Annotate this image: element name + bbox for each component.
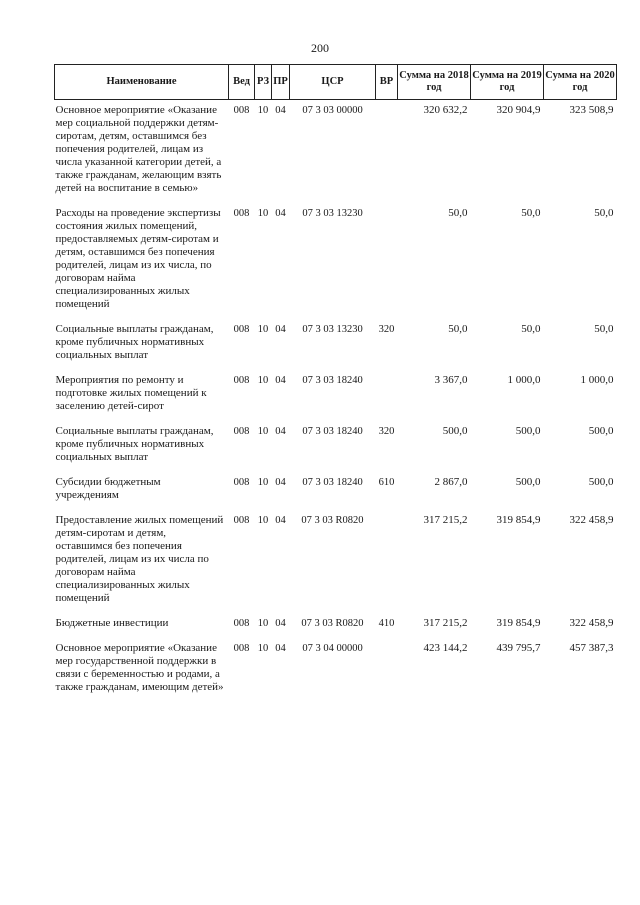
cell-ved: 008 [233,643,250,654]
cell-name: Предоставление жилых помещений детям-сиротам и детям, оставшимся без попечения родителей, лицам из их числа по договорам найма специализированных жилых помещений [55,514,224,604]
cell-sum-2020: 500,0 [588,476,614,488]
page-number: 200 [311,41,329,55]
cell-pr: 04 [275,375,286,386]
cell-ved: 008 [233,105,250,116]
cell-sum-2020: 322 458,9 [569,514,614,526]
table-body [55,100,617,697]
cell-name: Социальные выплаты гражданам, кроме публичных нормативных социальных выплат [55,323,214,361]
cell-sum-2020: 500,0 [588,425,614,437]
cell-rz: 10 [257,643,269,654]
cell-vr [376,632,398,696]
cell-sum-2020: 322 458,9 [569,617,614,629]
cell-vr: 410 [378,618,395,629]
cell-sum-2019: 500,0 [515,425,541,437]
cell-sum-2020: 457 387,3 [569,642,614,654]
cell-sum-2018: 50,0 [448,207,468,219]
cell-pr: 04 [275,618,286,629]
cell-pr: 04 [275,643,286,654]
cell-sum-2018: 3 367,0 [434,374,468,386]
cell-pr: 04 [275,515,286,526]
cell-csr: 07 3 04 00000 [302,643,363,654]
cell-name: Основное мероприятие «Оказание мер государственной поддержки в связи с беременностью и родами, а также гражданам, имеющим детей» [55,642,224,693]
header-csr: ЦСР [290,65,376,100]
table-row [55,607,617,632]
header-sum-2018: Сумма на 2018 год [398,65,471,100]
cell-sum-2019: 1 000,0 [507,374,541,386]
cell-sum-2018: 320 632,2 [423,104,468,116]
cell-rz: 10 [257,105,269,116]
cell-sum-2019: 319 854,9 [496,514,541,526]
cell-sum-2019: 320 904,9 [496,104,541,116]
budget-table [54,64,617,696]
cell-rz: 10 [257,618,269,629]
cell-csr: 07 3 03 13230 [302,208,363,219]
cell-name: Основное мероприятие «Оказание мер социальной поддержки детям-сиротам, детям, оставшимся без попечения родителей, лицам из числа указанной категории детей, а также гражданам, желающим взять детей на воспитание в семью» [55,104,222,194]
cell-pr: 04 [275,426,286,437]
cell-sum-2020: 323 508,9 [569,104,614,116]
cell-ved: 008 [233,618,250,629]
cell-pr: 04 [275,105,286,116]
cell-rz: 10 [257,208,269,219]
cell-rz: 10 [257,426,269,437]
table-row [55,100,617,198]
cell-vr [376,100,398,198]
cell-pr: 04 [275,477,286,488]
cell-ved: 008 [233,477,250,488]
header-pr: ПР [272,65,290,100]
cell-vr [376,364,398,415]
cell-ved: 008 [233,208,250,219]
table-row [55,466,617,504]
header-sum-2019: Сумма на 2019 год [471,65,544,100]
cell-rz: 10 [257,375,269,386]
cell-sum-2020: 50,0 [594,207,614,219]
cell-ved: 008 [233,515,250,526]
header-vr: ВР [376,65,398,100]
table-row [55,364,617,415]
cell-rz: 10 [257,477,269,488]
header-ved: Вед [229,65,255,100]
cell-sum-2018: 423 144,2 [423,642,468,654]
table-row [55,632,617,696]
cell-rz: 10 [257,515,269,526]
cell-sum-2019: 50,0 [521,207,541,219]
cell-rz: 10 [257,324,269,335]
cell-sum-2019: 319 854,9 [496,617,541,629]
table-row [55,415,617,466]
cell-ved: 008 [233,375,250,386]
cell-sum-2020: 50,0 [594,323,614,335]
table-row [55,197,617,313]
cell-name: Бюджетные инвестиции [55,617,169,629]
cell-csr: 07 3 03 R0820 [301,618,364,629]
cell-vr: 320 [378,324,395,335]
cell-sum-2018: 317 215,2 [423,617,468,629]
cell-sum-2018: 2 867,0 [434,476,468,488]
cell-csr: 07 3 03 18240 [302,375,363,386]
cell-csr: 07 3 03 18240 [302,477,363,488]
table-row [55,313,617,364]
header-sum-2020: Сумма на 2020 год [544,65,617,100]
cell-sum-2019: 500,0 [515,476,541,488]
cell-sum-2018: 50,0 [448,323,468,335]
cell-sum-2018: 317 215,2 [423,514,468,526]
cell-name: Социальные выплаты гражданам, кроме публичных нормативных социальных выплат [55,425,214,463]
table-row [55,504,617,607]
cell-vr: 610 [378,477,395,488]
cell-vr: 320 [378,426,395,437]
cell-vr [376,197,398,313]
cell-sum-2020: 1 000,0 [580,374,614,386]
cell-name: Мероприятия по ремонту и подготовке жилых помещений к заселению детей-сирот [55,374,207,412]
cell-sum-2019: 439 795,7 [496,642,541,654]
cell-csr: 07 3 03 18240 [302,426,363,437]
cell-name: Расходы на проведение экспертизы состояния жилых помещений, предоставляемых детям-сиротам и детям, оставшимся без попечения родителей, лицам из их числа, по договорам найма специализированных жилых помещений [55,207,221,310]
table-header-row [55,65,617,100]
cell-vr [376,504,398,607]
cell-sum-2019: 50,0 [521,323,541,335]
cell-ved: 008 [233,426,250,437]
cell-pr: 04 [275,208,286,219]
cell-sum-2018: 500,0 [442,425,468,437]
cell-csr: 07 3 03 00000 [302,105,363,116]
cell-name: Субсидии бюджетным учреждениям [55,476,161,501]
cell-csr: 07 3 03 R0820 [301,515,364,526]
cell-ved: 008 [233,324,250,335]
header-name: Наименование [55,65,229,100]
cell-csr: 07 3 03 13230 [302,324,363,335]
header-rz: РЗ [255,65,272,100]
cell-pr: 04 [275,324,286,335]
